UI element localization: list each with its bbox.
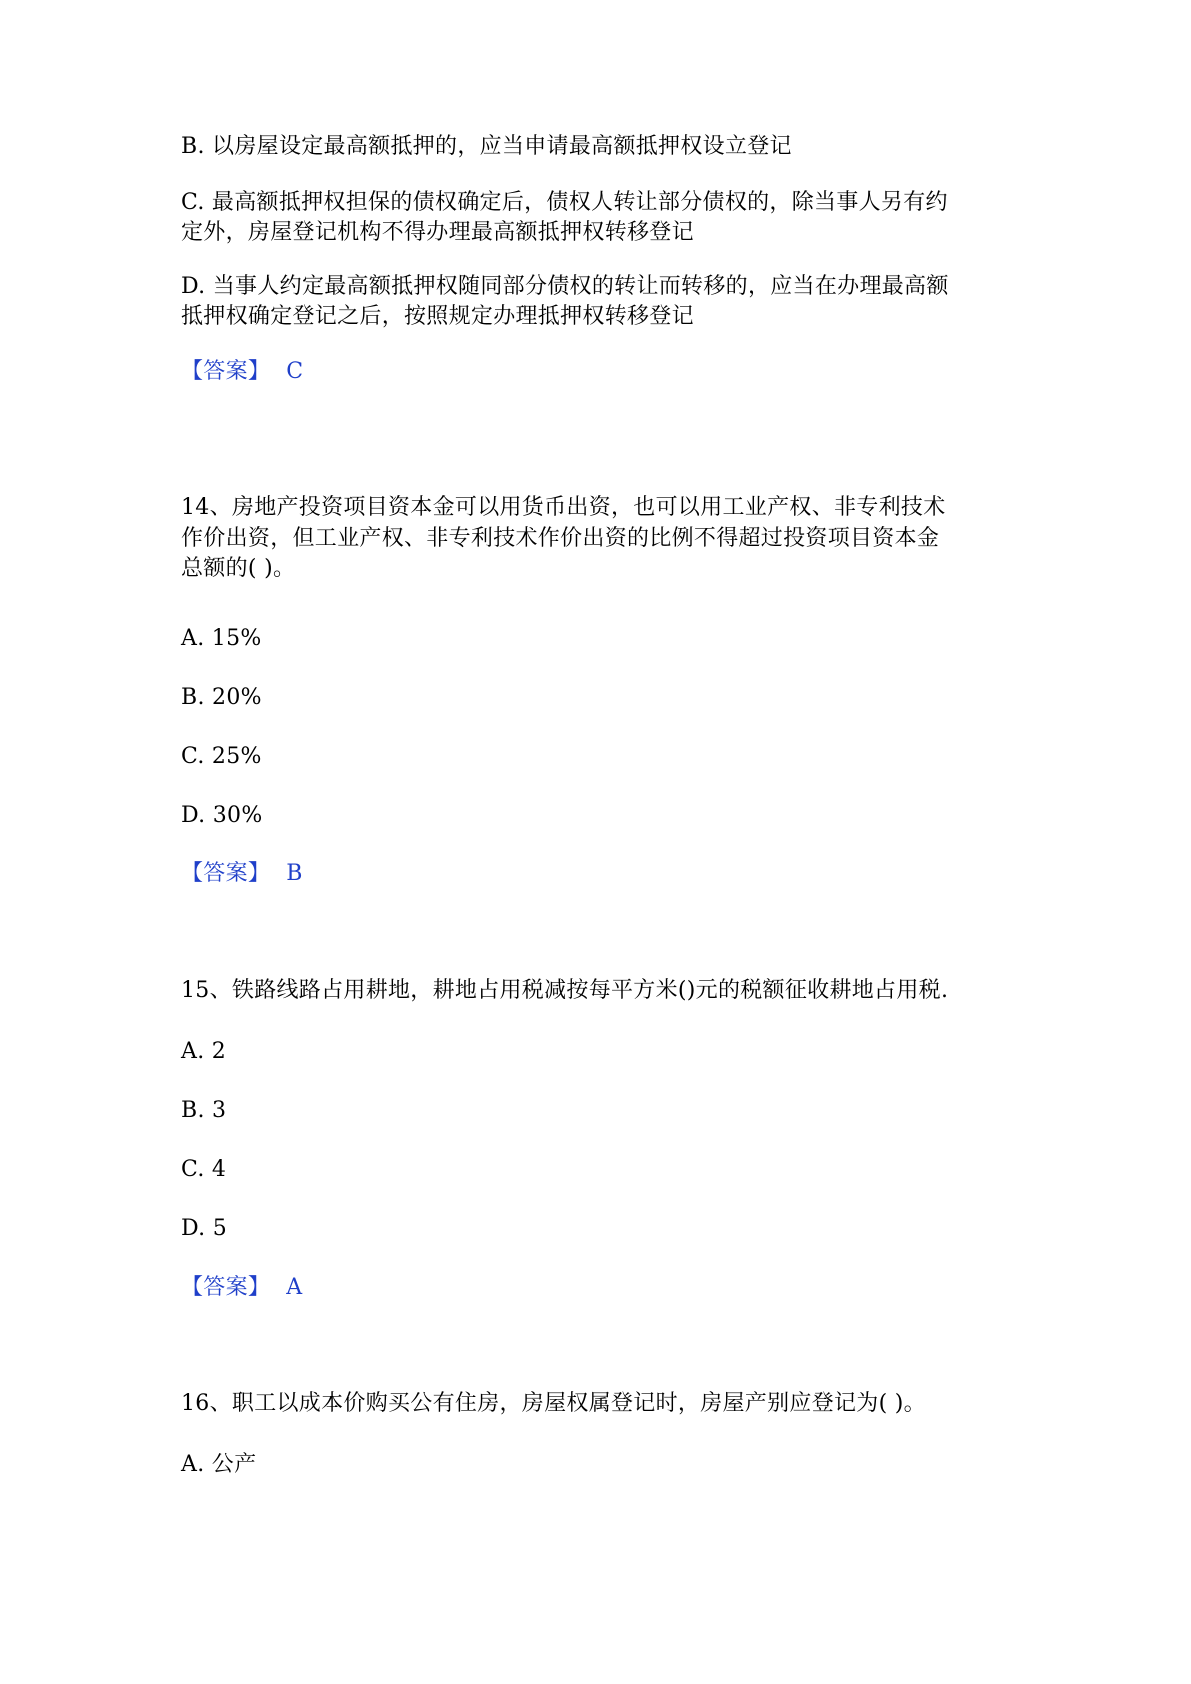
q15-answer-label: 【答案】	[181, 1275, 271, 1300]
q16-option-a: A. 公产	[181, 1452, 257, 1477]
q14-option-b: B. 20%	[181, 685, 262, 710]
q15-option-d: D. 5	[181, 1216, 228, 1241]
q14-option-a: A. 15%	[181, 626, 262, 651]
q15-answer	[181, 1271, 1011, 1305]
q15-option-c: C. 4	[181, 1157, 227, 1182]
q14-stem-line3: 总额的( )。	[181, 556, 296, 581]
q15-option-a: A. 2	[181, 1039, 227, 1064]
q14-option-d: D. 30%	[181, 803, 263, 828]
q15-answer-value: A	[286, 1275, 303, 1300]
q14-answer-label: 【答案】	[181, 861, 271, 886]
q13-answer	[181, 355, 1011, 389]
q14-answer-value: B	[286, 861, 303, 886]
q13-option-b: B. 以房屋设定最高额抵押的，应当申请最高额抵押权设立登记	[181, 134, 792, 159]
q15-stem: 15、铁路线路占用耕地，耕地占用税减按每平方米()元的税额征收耕地占用税.	[181, 978, 949, 1003]
q14-option-c: C. 25%	[181, 744, 262, 769]
q13-option-d-line2: 抵押权确定登记之后，按照规定办理抵押权转移登记	[181, 304, 694, 329]
q13-answer-label: 【答案】	[181, 359, 271, 384]
q13-option-c-line1: C. 最高额抵押权担保的债权确定后，债权人转让部分债权的，除当事人另有约	[181, 190, 948, 215]
q16-stem: 16、职工以成本价购买公有住房，房屋权属登记时，房屋产别应登记为( )。	[181, 1391, 926, 1416]
q14-stem-line2: 作价出资，但工业产权、非专利技术作价出资的比例不得超过投资项目资本金	[181, 526, 940, 551]
q13-answer-value: C	[286, 359, 304, 384]
q15-option-b: B. 3	[181, 1098, 227, 1123]
q14-stem-line1: 14、房地产投资项目资本金可以用货币出资，也可以用工业产权、非专利技术	[181, 495, 946, 520]
q14-answer	[181, 857, 1011, 891]
q13-option-d-line1: D. 当事人约定最高额抵押权随同部分债权的转让而转移的，应当在办理最高额	[181, 274, 949, 299]
q13-option-c-line2: 定外，房屋登记机构不得办理最高额抵押权转移登记	[181, 220, 694, 245]
